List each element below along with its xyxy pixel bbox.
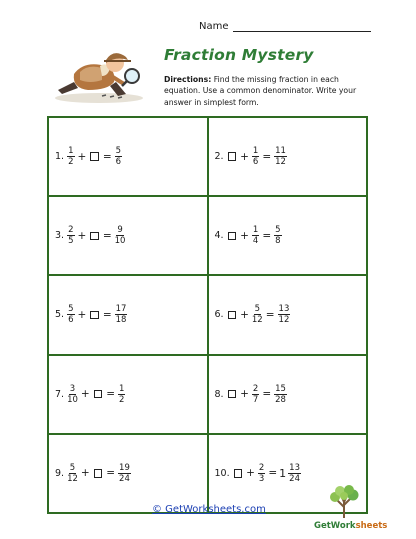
equation [55,463,132,484]
given-fraction [258,463,265,484]
result-fraction-numerator: 17 [115,304,127,315]
given-fraction-denominator: 7 [252,394,259,405]
equals-sign: = [262,150,272,163]
given-fraction-numerator: 1 [68,146,74,157]
given-fraction-numerator: 5 [254,304,261,315]
given-fraction-denominator: 2 [68,157,74,168]
given-fraction-numerator: 1 [252,146,259,157]
result-fraction [115,304,128,325]
equation [55,225,126,246]
given-fraction [67,146,74,167]
given-fraction [252,225,259,246]
tree-icon [326,485,362,519]
result-fraction-denominator: 6 [115,157,122,168]
answer-box[interactable] [228,152,237,161]
problem-number: 9. [55,467,65,479]
equals-sign: = [102,150,112,163]
given-fraction-denominator: 5 [68,236,74,247]
given-fraction [252,304,263,325]
problem-number: 4. [214,230,224,242]
result-fraction-numerator: 15 [275,383,286,394]
plus-sign: + [80,467,90,480]
problem-cell [208,355,368,434]
logo-text: GetWorksheets [314,521,388,531]
equation [215,146,288,167]
given-fraction [67,304,74,325]
equals-sign: = [268,467,278,480]
given-fraction-denominator: 4 [252,236,259,247]
result-fraction-denominator: 12 [275,157,286,168]
result-fraction [115,225,126,246]
problem-number: 3. [55,230,65,242]
result-fraction-numerator: 9 [117,225,123,236]
answer-box[interactable] [90,232,99,241]
given-fraction-denominator: 6 [252,157,259,168]
result-fraction-denominator: 24 [119,473,130,484]
worksheet-title: Fraction Mystery [164,46,314,64]
name-field-row [199,21,371,32]
name-label: Name [199,21,229,32]
result-fraction [118,463,131,484]
equation [215,384,288,405]
directions [164,74,376,108]
problem-number: 5. [55,309,65,321]
given-fraction-numerator: 5 [69,462,76,473]
given-fraction-denominator: 3 [258,473,265,484]
problem-number: 10. [214,467,230,479]
plus-sign: + [77,150,87,163]
result-fraction-denominator: 18 [115,315,127,326]
answer-box[interactable] [228,232,237,241]
problem-cell [48,434,208,513]
given-fraction [252,146,259,167]
result-fraction-numerator: 13 [289,462,300,473]
equation [215,225,283,246]
problem-cell [208,275,368,354]
result-fraction [274,384,287,405]
given-fraction-denominator: 10 [67,394,78,405]
answer-box[interactable] [90,311,99,320]
answer-box[interactable] [234,469,243,478]
given-fraction-numerator: 2 [252,383,259,394]
plus-sign: + [240,229,249,242]
result-fraction [115,146,122,167]
result-fraction-denominator: 24 [289,473,300,484]
problem-number: 2. [214,151,224,163]
equals-sign: = [102,308,112,321]
problem-grid [47,116,368,514]
problem-number: 1. [55,151,65,163]
result-fraction-denominator: 10 [114,236,126,247]
result-fraction [278,304,291,325]
equals-sign: = [106,467,116,480]
equals-sign: = [262,229,272,242]
problem-cell [48,196,208,275]
plus-sign: + [240,150,249,163]
result-fraction-numerator: 13 [278,304,290,315]
directions-label: Directions: [164,75,212,84]
given-fraction [252,384,259,405]
equals-sign: = [265,308,275,321]
getworksheets-logo [314,485,388,531]
equation [55,146,123,167]
given-fraction-numerator: 1 [252,225,259,236]
directions-text: Find the missing fraction in each equation. Use a common denominator. Write your answer in simplest form. [164,75,357,107]
result-fraction-numerator: 5 [115,146,122,157]
result-fraction-denominator: 28 [275,394,286,405]
equation [215,304,292,325]
result-fraction [274,225,281,246]
given-fraction-denominator: 12 [251,315,263,326]
given-fraction [67,384,78,405]
answer-box[interactable] [228,390,237,399]
equals-sign: = [102,229,112,242]
detective-illustration [44,36,154,106]
answer-box[interactable] [228,311,237,320]
equation [55,384,126,405]
answer-box[interactable] [94,390,103,399]
footer-link[interactable]: © GetWorksheets.com [152,504,266,515]
answer-box[interactable] [94,469,103,478]
given-fraction-numerator: 5 [68,304,74,315]
problem-cell [48,275,208,354]
problem-number: 8. [214,388,224,400]
result-fraction-denominator: 2 [119,394,125,405]
result-fraction-numerator: 11 [275,146,286,157]
plus-sign: + [246,467,255,480]
result-fraction [274,146,287,167]
given-fraction-numerator: 3 [69,383,76,394]
result-fraction-denominator: 12 [278,315,290,326]
equation [215,463,302,484]
result-fraction-numerator: 19 [119,462,130,473]
given-fraction-numerator: 2 [68,225,74,236]
result-fraction [288,463,301,484]
answer-box[interactable] [90,152,99,161]
problem-cell [208,117,368,196]
problem-cell [48,355,208,434]
plus-sign: + [80,388,90,401]
plus-sign: + [240,308,249,321]
result-fraction-numerator: 5 [275,225,281,236]
equation [55,304,128,325]
given-fraction-numerator: 2 [258,462,265,473]
problem-number: 6. [214,309,224,321]
problem-number: 7. [55,388,65,400]
given-fraction-denominator: 12 [67,473,78,484]
equals-sign: = [106,388,116,401]
result-fraction-numerator: 1 [119,383,125,394]
result-fraction [118,384,125,405]
plus-sign: + [77,229,87,242]
given-fraction [67,225,74,246]
name-line[interactable] [233,22,371,32]
plus-sign: + [77,308,87,321]
given-fraction [67,463,78,484]
equals-sign: = [262,388,272,401]
problem-cell [48,117,208,196]
result-fraction-denominator: 8 [275,236,281,247]
problem-cell [208,196,368,275]
given-fraction-denominator: 6 [68,315,74,326]
plus-sign: + [240,388,249,401]
whole-number: 1 [279,466,287,480]
